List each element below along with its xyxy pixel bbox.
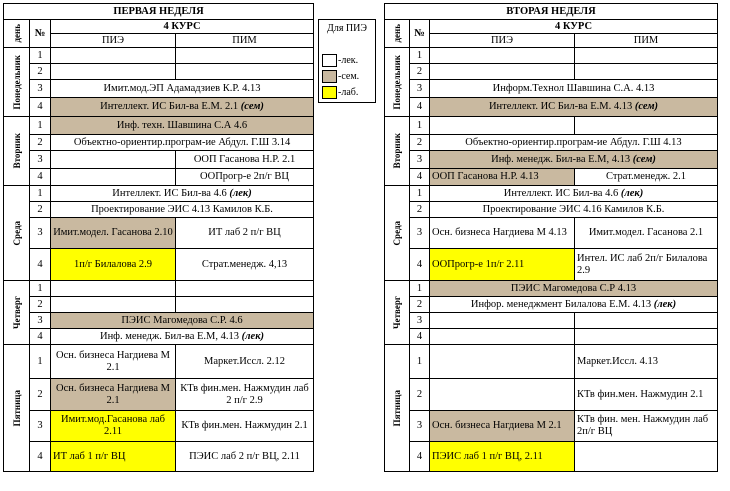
lesson-text: Инфор. менеджмент Билалова Е.М. 4.13 (470, 298, 652, 310)
lesson-cell-both-groups (430, 202, 718, 218)
lesson-row (385, 411, 718, 442)
course-header: 4 КУРС (430, 20, 718, 34)
lesson-cell-pim (575, 249, 718, 281)
lesson-number: 1 (410, 48, 430, 64)
lesson-cell-pim (176, 442, 314, 472)
lesson-row (4, 297, 314, 313)
lesson-row (385, 345, 718, 379)
lesson-cell-pim (575, 379, 718, 411)
lesson-cell-pie (430, 218, 575, 249)
lesson-cell-pim (575, 313, 718, 329)
lesson-cell-pie (430, 329, 575, 345)
lesson-number: 1 (410, 345, 430, 379)
lesson-cell-both-groups (51, 186, 314, 202)
lesson-number: 3 (410, 218, 430, 249)
lesson-number: 1 (30, 48, 51, 64)
lesson-cell-pie (51, 379, 176, 411)
lesson-text: Проектирование ЭИС 4.13 Камилов К.Б. (91, 203, 273, 215)
lesson-cell-both-groups (51, 313, 314, 329)
lesson-row (385, 442, 718, 472)
lesson-row (4, 313, 314, 329)
lesson-cell-pie (51, 411, 176, 442)
lesson-text: Маркет.Иссл. 4.13 (577, 355, 658, 367)
lesson-text: Осн. бизнеса Нагдиева М 2.1 (432, 420, 562, 431)
lesson-row (385, 379, 718, 411)
lesson-cell-pim (575, 442, 718, 472)
lesson-cell-pim (575, 64, 718, 80)
lesson-text: КТв фин.мен. Нажмудин 2.1 (181, 420, 308, 431)
lesson-text: ПЭИС Магомедова С.Р. 4.6 (121, 314, 243, 326)
lesson-row (4, 186, 314, 202)
lesson-cell-pim (575, 48, 718, 64)
lesson-number: 2 (410, 64, 430, 80)
lesson-row (385, 135, 718, 151)
lesson-number: 2 (30, 64, 51, 80)
group-pie-header: ПИЭ (51, 34, 176, 48)
lesson-text: Объектно-ориентир.програм-ие Абдул. Г.Ш 4.13 (465, 136, 682, 148)
day-cell-wrap (4, 390, 29, 426)
lesson-text: ПЭИС Магомедова С.Р 4.13 (510, 282, 637, 294)
lesson-cell-both-groups (51, 80, 314, 98)
lesson-row (4, 202, 314, 218)
lesson-cell-both-groups (51, 117, 314, 135)
lesson-cell-pim (575, 411, 718, 442)
lesson-number: 4 (30, 169, 51, 186)
lesson-cell-pie (430, 117, 575, 135)
day-cell-wrap (4, 221, 29, 245)
day-cell (4, 48, 30, 117)
lesson-cell-pie (51, 297, 176, 313)
lesson-cell-pie (430, 249, 575, 281)
course-header: 4 КУРС (51, 20, 314, 34)
lesson-cell-pim (176, 249, 314, 281)
day-name: Среда (392, 220, 402, 246)
lesson-cell-pim (176, 345, 314, 379)
lesson-cell-pim (176, 379, 314, 411)
group-pie-header: ПИЭ (430, 34, 575, 48)
lesson-row (4, 169, 314, 186)
lesson-kind: (лек) (618, 187, 644, 199)
lesson-number: 1 (30, 345, 51, 379)
lesson-number: 4 (410, 329, 430, 345)
lesson-row (4, 329, 314, 345)
lesson-number: 4 (410, 98, 430, 117)
lesson-text: Инф. менедж. Бил-ва Е.М, 4.13 (491, 153, 631, 165)
lesson-cell-pie (51, 169, 176, 186)
lesson-cell-pim (575, 329, 718, 345)
lesson-cell-pie (51, 345, 176, 379)
day-cell (385, 117, 410, 186)
lesson-cell-pie (430, 411, 575, 442)
lesson-number: 3 (410, 80, 430, 98)
lesson-row (385, 329, 718, 345)
day-cell-wrap (385, 133, 409, 168)
lesson-kind: (сем) (630, 153, 656, 165)
lesson-cell-pie (51, 218, 176, 249)
lesson-number: 3 (30, 218, 51, 249)
lesson-row (385, 218, 718, 249)
day-column-header (385, 20, 410, 48)
lesson-cell-pie (430, 48, 575, 64)
lesson-row (4, 442, 314, 472)
legend-lab-swatch (322, 86, 337, 99)
lesson-number: 1 (30, 281, 51, 297)
lesson-row (4, 218, 314, 249)
day-name: Понедельник (392, 54, 402, 110)
lesson-cell-both-groups (51, 135, 314, 151)
lesson-number: 1 (410, 117, 430, 135)
lesson-row (4, 80, 314, 98)
lesson-kind: (лек) (651, 298, 677, 310)
day-cell (4, 281, 30, 345)
lesson-row (4, 98, 314, 117)
lesson-text: КТв фин.мен. Нажмудин лаб 2 п/г 2.9 (180, 382, 309, 406)
lesson-cell-both-groups (51, 329, 314, 345)
lesson-number: 1 (30, 186, 51, 202)
legend-lecture-swatch (322, 54, 337, 67)
lesson-row (4, 281, 314, 297)
lesson-row (385, 80, 718, 98)
lesson-text: ООПрогр-е 2п/г ВЦ (200, 171, 289, 182)
lesson-cell-both-groups (51, 202, 314, 218)
lesson-number: 4 (30, 329, 51, 345)
lesson-text: Проектирование ЭИС 4.16 Камилов К.Б. (482, 203, 665, 215)
day-name: Вторник (392, 133, 402, 169)
lesson-row (4, 249, 314, 281)
lesson-number: 1 (30, 117, 51, 135)
day-column-header (4, 20, 30, 48)
lesson-number: 4 (410, 442, 430, 472)
legend-lecture-label: -лек. (338, 55, 359, 66)
lesson-cell-both-groups (430, 186, 718, 202)
lesson-cell-pim (176, 64, 314, 80)
schedule-table (3, 3, 314, 472)
lesson-cell-pie (430, 345, 575, 379)
lesson-number: 3 (30, 411, 51, 442)
lesson-text: ИТ лаб 2 п/г ВЦ (208, 227, 281, 238)
lesson-row (385, 297, 718, 313)
day-cell (4, 345, 30, 472)
lesson-cell-pim (176, 218, 314, 249)
day-column-header-wrap (385, 24, 409, 43)
lesson-cell-pim (176, 48, 314, 64)
day-cell (385, 48, 410, 117)
legend (318, 19, 376, 103)
lesson-number: 1 (410, 281, 430, 297)
lesson-cell-pie (51, 249, 176, 281)
day-column-header-label: день (392, 24, 402, 43)
day-cell-wrap (385, 221, 409, 245)
lesson-number: 4 (30, 442, 51, 472)
day-cell-wrap (4, 55, 29, 109)
lesson-number: 3 (30, 80, 51, 98)
day-cell (4, 117, 30, 186)
lesson-cell-pim (575, 169, 718, 186)
legend-lecture (322, 54, 358, 67)
lesson-text: Имит.модел. Гасанова 2.1 (588, 227, 704, 238)
lesson-cell-pie (51, 48, 176, 64)
lesson-cell-pim (176, 151, 314, 169)
lesson-row (4, 379, 314, 411)
lesson-kind: (сем) (238, 101, 264, 112)
week-title: ВТОРАЯ НЕДЕЛЯ (385, 4, 718, 20)
lesson-cell-both-groups (430, 151, 718, 169)
lesson-cell-pim (575, 218, 718, 249)
lesson-text: КТв фин.мен. Нажмудин 2.1 (577, 388, 704, 400)
lesson-text: Интел. ИС лаб 2п/г Билалова 2.9 (577, 252, 708, 276)
lesson-number: 3 (410, 411, 430, 442)
lesson-number: 2 (410, 135, 430, 151)
lesson-text: 1п/г Билалова 2.9 (73, 258, 153, 270)
lesson-number-header: № (410, 20, 430, 48)
lesson-number: 3 (410, 151, 430, 169)
lesson-text: ООП Гасанова Н.Р. 2.1 (193, 153, 296, 165)
lesson-text: Осн. бизнеса Нагдиева М 2.1 (56, 349, 170, 373)
day-column-header-wrap (4, 24, 29, 43)
lesson-text: Интеллект. ИС Бил-ва 4.6 (503, 187, 619, 199)
lesson-number-header: № (30, 20, 51, 48)
lesson-row (4, 117, 314, 135)
lesson-cell-pie (430, 442, 575, 472)
lesson-number: 4 (30, 98, 51, 117)
lesson-text: Имит.модел. Гасанова 2.10 (53, 227, 173, 238)
group-pim-header: ПИМ (575, 34, 718, 48)
lesson-cell-pie (430, 313, 575, 329)
lesson-text: ООП Гасанова Н.Р. 4.13 (432, 171, 539, 182)
lesson-number: 4 (410, 169, 430, 186)
lesson-row (385, 169, 718, 186)
lesson-cell-pie (51, 442, 176, 472)
lesson-text: Страт.менедж. 2.1 (605, 171, 687, 182)
lesson-text: Маркет.Иссл. 2.12 (204, 355, 285, 367)
day-name: Четверг (11, 296, 22, 329)
lesson-cell-pim (575, 345, 718, 379)
lesson-number: 4 (410, 249, 430, 281)
lesson-number: 1 (410, 186, 430, 202)
lesson-cell-pie (51, 64, 176, 80)
day-cell (4, 186, 30, 281)
lesson-cell-pie (430, 169, 575, 186)
lesson-text: Имит.мод.ЭП Адамадзиев К.Р. 4.13 (103, 82, 261, 94)
legend-title: Для ПИЭ (327, 23, 367, 34)
day-cell-wrap (4, 133, 29, 168)
legend-seminar-label: -сем. (338, 71, 360, 82)
lesson-row (385, 249, 718, 281)
lesson-row (4, 411, 314, 442)
group-pim-header: ПИМ (176, 34, 314, 48)
lesson-kind: (лек) (226, 187, 252, 199)
lesson-text: Страт.менедж. 4,13 (201, 258, 288, 270)
lesson-row (4, 48, 314, 64)
lesson-row (4, 135, 314, 151)
lesson-text: Имит.мод.Гасанова лаб 2.11 (61, 414, 165, 437)
schedule-table (384, 3, 718, 472)
legend-seminar-swatch (322, 70, 337, 83)
lesson-row (385, 186, 718, 202)
lesson-cell-pie (430, 64, 575, 80)
lesson-text: Инф. менедж. Бил-ва Е.М, 4.13 (99, 330, 240, 342)
lesson-cell-both-groups (430, 98, 718, 117)
day-cell (385, 345, 410, 472)
lesson-row (385, 48, 718, 64)
lesson-text: Объектно-ориентир.програм-ие Абдул. Г.Ш 3.14 (73, 136, 291, 148)
lesson-number: 2 (410, 202, 430, 218)
lesson-text: ПЭИС лаб 1 п/г ВЦ, 2.11 (432, 450, 543, 462)
day-cell (385, 281, 410, 345)
lesson-text: Интеллект. ИС Бил-ва Е.М. 4.13 (488, 101, 633, 112)
day-cell-wrap (385, 55, 409, 109)
lesson-cell-pim (176, 169, 314, 186)
legend-seminar (322, 70, 359, 83)
lesson-text: ПЭИС лаб 2 п/г ВЦ, 2.11 (189, 450, 300, 462)
day-cell-wrap (385, 296, 409, 329)
lesson-number: 2 (30, 297, 51, 313)
lesson-row (4, 151, 314, 169)
lesson-number: 2 (30, 135, 51, 151)
lesson-cell-both-groups (430, 135, 718, 151)
lesson-cell-pim (176, 297, 314, 313)
day-name: Понедельник (11, 54, 22, 110)
lesson-row (4, 345, 314, 379)
lesson-number: 3 (410, 313, 430, 329)
day-column-header-label: день (11, 24, 22, 43)
day-cell-wrap (4, 296, 29, 329)
lesson-row (385, 151, 718, 169)
day-name: Пятница (392, 389, 402, 427)
lesson-row (385, 202, 718, 218)
lesson-row (385, 64, 718, 80)
lesson-cell-both-groups (430, 80, 718, 98)
lesson-text: Осн. бизнеса Нагдиева М 2.1 (56, 382, 170, 406)
lesson-text: Осн. бизнеса Нагдиева М 4.13 (432, 227, 567, 238)
lesson-row (385, 98, 718, 117)
day-name: Среда (11, 220, 22, 246)
lesson-cell-both-groups (51, 98, 314, 117)
week-title: ПЕРВАЯ НЕДЕЛЯ (4, 4, 314, 20)
lesson-number: 4 (30, 249, 51, 281)
lesson-cell-both-groups (430, 297, 718, 313)
lesson-number: 2 (30, 202, 51, 218)
day-name: Пятница (11, 389, 22, 427)
lesson-cell-pie (430, 379, 575, 411)
lesson-cell-pim (176, 411, 314, 442)
lesson-kind: (лек) (239, 330, 265, 342)
lesson-row (385, 281, 718, 297)
lesson-kind: (сем) (632, 101, 659, 112)
day-name: Вторник (11, 133, 22, 169)
lesson-text: КТв фин. мен. Нажмудин лаб 2п/г ВЦ (577, 414, 709, 437)
lesson-text: Интеллект. ИС Бил-ва Е.М. 2.1 (100, 101, 239, 112)
lesson-number: 3 (30, 313, 51, 329)
lesson-row (4, 64, 314, 80)
lesson-text: Информ.Технол Шавшина С.А. 4.13 (492, 82, 655, 94)
day-cell (385, 186, 410, 281)
lesson-number: 3 (30, 151, 51, 169)
legend-lab (322, 86, 358, 99)
lesson-cell-pie (51, 151, 176, 169)
lesson-number: 2 (410, 379, 430, 411)
lesson-row (385, 313, 718, 329)
lesson-text: Интеллект. ИС Бил-ва 4.6 (112, 187, 227, 199)
lesson-cell-pim (575, 117, 718, 135)
lesson-row (385, 117, 718, 135)
lesson-cell-pie (51, 281, 176, 297)
lesson-number: 2 (410, 297, 430, 313)
lesson-cell-pim (176, 281, 314, 297)
lesson-text: ИТ лаб 1 п/г ВЦ (53, 450, 126, 462)
lesson-number: 2 (30, 379, 51, 411)
day-cell-wrap (385, 390, 409, 426)
day-name: Четверг (392, 296, 402, 329)
lesson-cell-both-groups (430, 281, 718, 297)
legend-lab-label: -лаб. (338, 87, 359, 98)
lesson-text: ООПрогр-е 1п/г 2.11 (432, 258, 525, 270)
lesson-text: Инф. техн. Шавшина С.А 4.6 (116, 119, 248, 131)
